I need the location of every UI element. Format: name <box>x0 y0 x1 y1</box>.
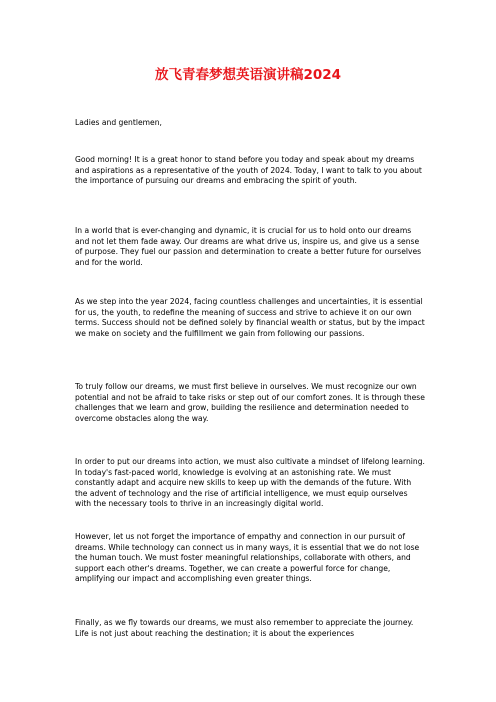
paragraph: In order to put our dreams into action, we must also cultivate a mindset of lifelong learning. In today's fast-paced world, knowledge is evolving at an astonishing rate. We must constantly adapt and acquire new skills to keep up with the demands of the future. With the advent of technology and the rise of artificial intelligence, we must equip ourselves with the necessary tools to thrive in an increasingly digital world. <box>75 457 425 509</box>
salutation: Ladies and gentlemen, <box>75 118 162 127</box>
paragraph: To truly follow our dreams, we must first believe in ourselves. We must recognize our own potential and not be afraid to take risks or step out of our comfort zones. It is through these challenges that we learn and grow, building the resilience and determination needed to overcome obstacles along the way. <box>75 382 425 423</box>
paragraph: Good morning! It is a great honor to stand before you today and speak about my dreams and aspirations as a representative of the youth of 2024. Today, I want to talk to you about the importance of pursuing our dreams and embracing the spirit of youth. <box>75 155 422 186</box>
paragraph: However, let us not forget the importance of empathy and connection in our pursuit of dreams. While technology can connect us in many ways, it is essential that we do not lose the human touch. We must foster meaningful relationships, collaborate with others, and support each other's dreams. Together, we can create a powerful force for change, amplifying our impact and accomplishing even greater things. <box>75 532 420 584</box>
paragraph: Finally, as we fly towards our dreams, we must also remember to appreciate the journey. Life is not just about reaching the destination; it is about the experiences <box>75 618 414 638</box>
document-title: 放飞青春梦想英语演讲稿2024 <box>154 67 342 83</box>
paragraph: As we step into the year 2024, facing countless challenges and uncertainties, it is essential for us, the youth, to redefine the meaning of success and strive to achieve it on our own terms. Success should not be defined solely by financial wealth or status, but by the impact we make on society and the fulfillment we gain from following our passions. <box>75 297 425 338</box>
paragraph: In a world that is ever-changing and dynamic, it is crucial for us to hold onto our dreams and not let them fade away. Our dreams are what drive us, inspire us, and give us a sense of purpose. They fuel our passion and determination to create a better future for ourselves and for the world. <box>75 226 422 267</box>
